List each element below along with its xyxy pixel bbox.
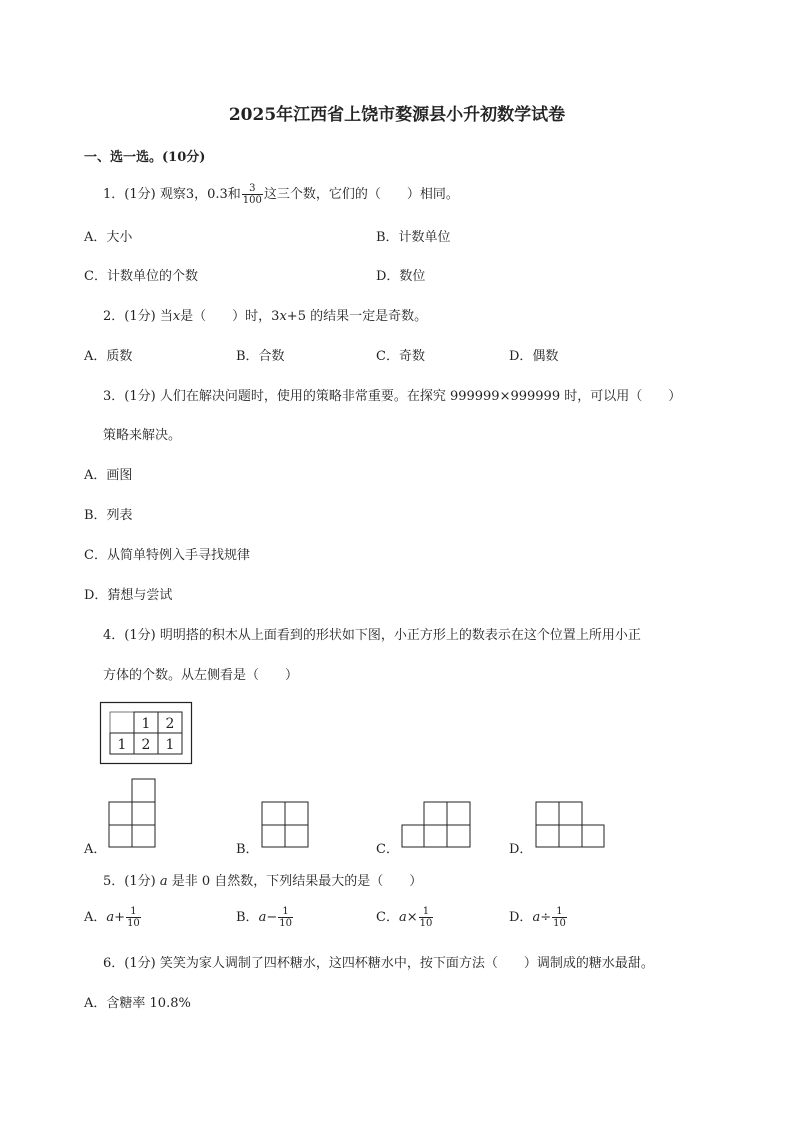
q1-frac-den: 100: [242, 195, 262, 206]
question-2: [103, 305, 427, 324]
grid-cell-top-2: 2: [165, 716, 175, 732]
q5-c-op: ×: [406, 910, 418, 925]
q5-a-fraction: [126, 906, 141, 929]
q6-option-a: A．含糖率 10.8%: [84, 996, 191, 1011]
question-6: 6．(1分) 笑笑为家人调制了四杯糖水，这四杯糖水中，按下面方法（ ）调制成的糖水最甜。: [103, 956, 654, 971]
q4-option-c-label: C．: [376, 842, 399, 857]
q5-d-fraction: [552, 906, 567, 929]
question-4-line2: 方体的个数。从左侧看是（ ）: [103, 668, 299, 683]
q4-option-a-shape: [108, 778, 156, 848]
q4-option-b-shape: [261, 801, 309, 848]
q5-option-a: [84, 906, 142, 929]
section-heading: 一、选一选。(10分): [84, 150, 206, 165]
q5-option-b: [236, 906, 294, 929]
q4-option-d-label: D．: [509, 842, 533, 857]
q5-c-num: 1: [419, 906, 434, 918]
q2-suffix: +5 的结果一定是奇数。: [286, 309, 428, 324]
q2-var2: x: [279, 309, 287, 324]
question-3-line2: 策略来解决。: [103, 428, 182, 443]
q1-prefix: 1．(1分) 观察3，0.3和: [103, 187, 241, 202]
q1-option-b: B．计数单位: [376, 230, 451, 245]
q5-d-num: 1: [552, 906, 567, 918]
q5-suffix: 是非 0 自然数，下列结果最大的是（ ）: [171, 874, 423, 889]
q2-option-a: A．质数: [84, 349, 133, 364]
q5-option-c: [376, 906, 434, 929]
question-1: [103, 183, 459, 206]
q5-a-var: a: [106, 910, 115, 925]
q2-option-b: B．合数: [236, 349, 285, 364]
q5-b-fraction: [278, 906, 293, 929]
q2-var: x: [172, 309, 181, 324]
q3-option-d: D．猜想与尝试: [84, 588, 173, 603]
grid-cell-bottom-3: 1: [165, 737, 175, 753]
q5-prefix: 5．(1分): [103, 874, 156, 889]
grid-cell-top-1: 1: [141, 716, 151, 732]
q4-option-c-shape: [401, 801, 471, 848]
q5-a-num: 1: [126, 906, 141, 918]
q2-prefix: 2．(1分) 当: [103, 309, 173, 324]
q4-option-b-label: B．: [236, 842, 259, 857]
q5-a-op: +: [114, 910, 126, 925]
q3-option-a: A．画图: [84, 468, 133, 483]
q5-a-label: A．: [84, 910, 107, 925]
q5-d-var: a: [532, 910, 541, 925]
q5-var: a: [159, 874, 168, 889]
q1-option-c: C．计数单位的个数: [84, 269, 198, 284]
question-4-line1: 4．(1分) 明明搭的积木从上面看到的形状如下图，小正方形上的数表示在这个位置上所用小正: [103, 628, 641, 643]
q1-option-d: D．数位: [376, 269, 426, 284]
q4-option-d-shape: [535, 801, 605, 848]
question-5: [103, 870, 422, 889]
q5-b-den: 10: [279, 918, 292, 929]
q2-option-c: C．奇数: [376, 349, 425, 364]
top-view-figure: [100, 702, 192, 764]
q5-d-den: 10: [553, 918, 566, 929]
q3-option-c: C．从简单特例入手寻找规律: [84, 548, 250, 563]
q5-b-num: 1: [278, 906, 293, 918]
q5-a-den: 10: [127, 918, 140, 929]
q4-option-a-label: A．: [84, 842, 107, 857]
q5-d-label: D．: [509, 910, 533, 925]
q1-suffix: 这三个数，它们的（ ）相同。: [263, 187, 459, 202]
q5-c-label: C．: [376, 910, 399, 925]
q5-c-den: 10: [419, 918, 433, 929]
question-3-line1: 3．(1分) 人们在解决问题时，使用的策略非常重要。在探究 999999×999999 时，可以用（ ）: [103, 389, 682, 404]
q5-b-op: −: [266, 910, 278, 925]
q5-option-d: [509, 906, 568, 929]
q2-option-d: D．偶数: [509, 349, 559, 364]
q1-frac-num: 3: [242, 183, 263, 195]
grid-cell-bottom-2: 2: [141, 737, 151, 753]
q2-middle: 是（ ）时，3: [180, 309, 280, 324]
q5-c-var: a: [398, 910, 407, 925]
q5-b-var: a: [258, 910, 267, 925]
q5-c-fraction: [419, 906, 434, 929]
q3-option-b: B．列表: [84, 508, 133, 523]
q5-d-op: ÷: [540, 910, 552, 925]
grid-cell-bottom-1: 1: [117, 737, 127, 753]
page-title: 2025年江西省上饶市婺源县小升初数学试卷: [228, 105, 566, 125]
q1-fraction: [242, 183, 263, 206]
q1-option-a: A．大小: [84, 230, 133, 245]
q5-b-label: B．: [236, 910, 259, 925]
